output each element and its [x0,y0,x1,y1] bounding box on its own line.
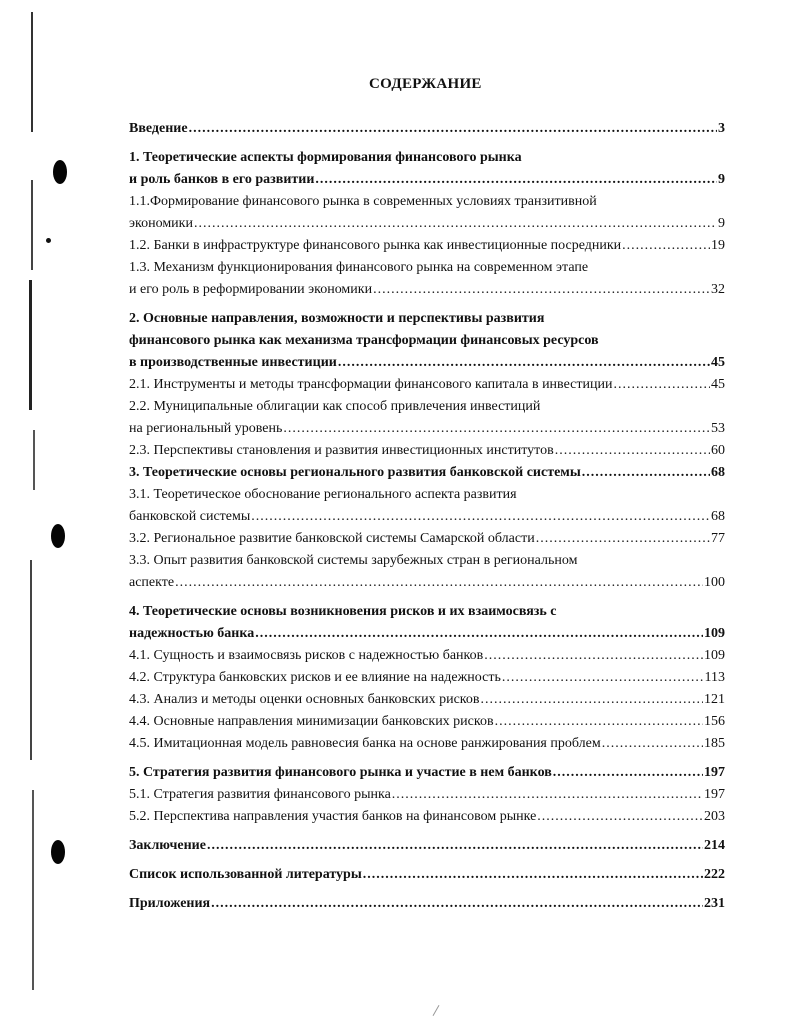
toc-leader-dots [194,213,717,235]
toc-section[interactable] [129,440,725,462]
toc-leader-dots [537,806,703,828]
toc-line [129,711,725,733]
toc-line [129,352,725,374]
toc-line [129,374,725,396]
toc-title-text: 1.1.Формирование финансового рынка в современных условиях транзитивной [129,194,597,209]
toc-line [129,462,725,484]
toc-title-text: 1.3. Механизм функционирования финансового рынка на современном этапе [129,260,589,275]
toc-gap [129,886,725,893]
toc-chapter[interactable] [129,864,725,886]
toc-leader-dots [189,118,717,140]
toc-title-text: 5.2. Перспектива направления участия банков на финансовом рынке [129,809,537,824]
scan-speck [46,238,51,243]
toc-chapter[interactable] [129,462,725,484]
toc-title-text: 2.2. Муниципальные облигации как способ привлечения инвестиций [129,399,541,414]
toc-title-text: 3. Теоретические основы регионального развития банковской системы [129,465,581,480]
toc-title-text: в производственные инвестиции [129,355,337,370]
toc-leader-dots [582,462,710,484]
toc-line [129,213,725,235]
toc-line [129,572,725,594]
punch-hole [51,840,65,864]
toc-leader-dots [536,528,710,550]
scan-speck [433,1005,440,1016]
toc-line [129,440,725,462]
toc-leader-dots [484,645,703,667]
scan-edge-mark [29,280,32,410]
toc-title-text: 5. Стратегия развития финансового рынка и участие в нем банков [129,765,552,780]
toc-title-text: и роль банков в его развитии [129,172,315,187]
scan-edge-mark [33,430,35,490]
toc-line [129,835,725,857]
toc-title-text: и его роль в реформировании экономики [129,282,373,297]
toc-line [129,667,725,689]
toc-leader-dots [283,418,710,440]
toc-line [129,762,725,784]
toc-title-text: Заключение [129,838,206,853]
toc-chapter[interactable] [129,835,725,857]
toc-page-number: 113 [704,670,725,685]
toc-gap [129,755,725,762]
toc-section[interactable] [129,784,725,806]
scan-edge-mark [30,560,32,760]
toc-leader-dots [481,689,704,711]
toc-line [129,330,725,352]
toc-section[interactable] [129,374,725,396]
toc-leader-dots [363,864,703,886]
toc-line [129,601,725,623]
toc-line [129,147,725,169]
toc-line [129,484,725,506]
toc-section[interactable] [129,528,725,550]
toc-title-text: аспекте [129,575,175,590]
toc-title-text: 4.4. Основные направления минимизации банковских рисков [129,714,494,729]
toc-gap [129,140,725,147]
toc-page-number: 214 [704,838,725,853]
toc-section[interactable] [129,257,725,301]
toc-page-number: 45 [711,377,725,392]
toc-title-text: банковской системы [129,509,251,524]
toc-leader-dots [373,279,710,301]
toc-title-text: экономики [129,216,193,231]
toc-line [129,893,725,915]
toc-leader-dots [622,235,710,257]
toc-line [129,506,725,528]
toc-page-number: 231 [704,896,725,911]
toc-section[interactable] [129,484,725,528]
toc-chapter[interactable] [129,118,725,140]
punch-hole [53,160,67,184]
toc-page-number: 45 [711,355,725,370]
toc-leader-dots [251,506,710,528]
toc-page-number: 197 [704,765,725,780]
toc-page-number: 19 [711,238,725,253]
toc-line [129,118,725,140]
toc-page-number: 185 [704,736,725,751]
toc-leader-dots [602,733,703,755]
toc-section[interactable] [129,711,725,733]
toc-section[interactable] [129,396,725,440]
toc-line [129,257,725,279]
toc-page-number: 109 [704,626,725,641]
toc-page-number: 53 [711,421,725,436]
toc-leader-dots [315,169,717,191]
toc-page-number: 32 [711,282,725,297]
toc-line [129,689,725,711]
toc-chapter[interactable] [129,308,725,374]
toc-chapter[interactable] [129,762,725,784]
toc-section[interactable] [129,689,725,711]
toc-page-number: 68 [711,509,725,524]
toc-title-text: 1.2. Банки в инфраструктуре финансового рынка как инвестиционные посредники [129,238,622,253]
toc-title-text: 3.3. Опыт развития банковской системы зарубежных стран в региональном [129,553,578,568]
toc-page-number: 100 [704,575,725,590]
toc-leader-dots [338,352,710,374]
toc-title-text: 4.3. Анализ и методы оценки основных банковских рисков [129,692,480,707]
toc-section[interactable] [129,806,725,828]
toc-page-number: 9 [718,216,725,231]
toc-gap [129,828,725,835]
toc-title-text: 5.1. Стратегия развития финансового рынка [129,787,391,802]
toc-page-number: 9 [718,172,725,187]
toc-title-text: надежностью банка [129,626,255,641]
toc-title-text: на региональный уровень [129,421,283,436]
toc-line [129,645,725,667]
toc-leader-dots [211,893,703,915]
toc-chapter[interactable] [129,147,725,191]
toc-section[interactable] [129,733,725,755]
scan-edge-mark [31,180,33,270]
toc-page-number: 222 [704,867,725,882]
toc-line [129,733,725,755]
toc-leader-dots [613,374,710,396]
toc-line [129,623,725,645]
toc-page-number: 68 [711,465,725,480]
toc-title-text: 2.3. Перспективы становления и развития инвестиционных институтов [129,443,554,458]
toc-line [129,864,725,886]
toc-title-text: 4. Теоретические основы возникновения рисков и их взаимосвязь с [129,604,557,619]
toc-title-text: 3.2. Региональное развитие банковской системы Самарской области [129,531,535,546]
toc-page-number: 60 [711,443,725,458]
toc-line [129,279,725,301]
toc-section[interactable] [129,191,725,235]
toc-gap [129,857,725,864]
toc-leader-dots [392,784,703,806]
toc-leader-dots [553,762,703,784]
toc-leader-dots [495,711,703,733]
toc-line [129,528,725,550]
toc-title-text: Список использованной литературы [129,867,362,882]
toc-gap [129,594,725,601]
toc-leader-dots [502,667,704,689]
toc-title-text: 2.1. Инструменты и методы трансформации финансового капитала в инвестиции [129,377,613,392]
toc-leader-dots [175,572,703,594]
table-of-contents [129,118,725,915]
page-title: СОДЕРЖАНИЕ [369,76,482,92]
toc-chapter[interactable] [129,601,725,645]
toc-page-number: 121 [704,692,725,707]
toc-chapter[interactable] [129,893,725,915]
toc-title-text: 4.5. Имитационная модель равновесия банка на основе ранжирования проблем [129,736,601,751]
toc-section[interactable] [129,645,725,667]
toc-leader-dots [555,440,710,462]
toc-title-text: 4.2. Структура банковских рисков и ее влияние на надежность [129,670,501,685]
toc-page-number: 156 [704,714,725,729]
toc-title-text: Введение [129,121,188,136]
toc-page-number: 3 [718,121,725,136]
toc-title-text: финансового рынка как механизма трансформации финансовых ресурсов [129,333,599,348]
toc-title-text: 2. Основные направления, возможности и перспективы развития [129,311,545,326]
toc-line [129,191,725,213]
toc-page-number: 203 [704,809,725,824]
punch-hole [51,524,65,548]
toc-page-number: 77 [711,531,725,546]
toc-leader-dots [207,835,703,857]
toc-title-text: 4.1. Сущность и взаимосвязь рисков с надежностью банков [129,648,484,663]
toc-line [129,806,725,828]
toc-page-number: 109 [704,648,725,663]
toc-section[interactable] [129,235,725,257]
scan-edge-mark [31,12,33,132]
toc-line [129,418,725,440]
toc-title-text: Приложения [129,896,211,911]
toc-line [129,169,725,191]
toc-section[interactable] [129,550,725,594]
toc-line [129,235,725,257]
toc-gap [129,301,725,308]
toc-title-text: 1. Теоретические аспекты формирования финансового рынка [129,150,522,165]
toc-section[interactable] [129,667,725,689]
toc-title-text: 3.1. Теоретическое обоснование регионального аспекта развития [129,487,517,502]
toc-page-number: 197 [704,787,725,802]
toc-line [129,550,725,572]
toc-line [129,784,725,806]
toc-line [129,308,725,330]
toc-line [129,396,725,418]
toc-leader-dots [255,623,703,645]
scan-edge-mark [32,790,34,990]
